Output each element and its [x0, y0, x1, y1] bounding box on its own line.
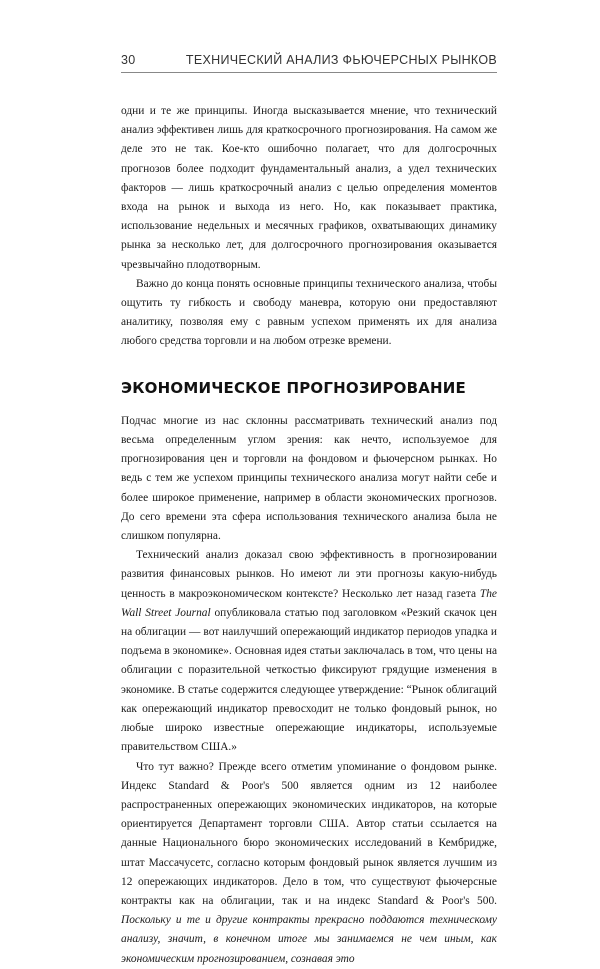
paragraph: [121, 758, 497, 969]
section-heading: ЭКОНОМИЧЕСКОЕ ПРОГНОЗИРОВАНИЕ: [121, 378, 466, 397]
paragraph-text: Что тут важно? Прежде всего отметим упоминание о фондовом рынке. Индекс Standard & Poor's 500 является одним из 12 наиболее распространенных опережающих экономических индикаторов, на которые ориентируется Департамент торговли США. Автор статьи ссылается на данные Национального бюро экономических исследований в Кембридже, штат Массачусетс, согласно которым фондовый рынок является лучшим из 12 опережающих индикаторов. Дело в том, что существуют фьючерсные контракты как на облигации, так и на индекс Standard & Poor's 500.: [121, 760, 497, 907]
paragraph: одни и те же принципы. Иногда высказывается мнение, что технический анализ эффективен лишь для краткосрочного прогнозирования. На самом же деле это не так. Кое-кто ошибочно полагает, что для долгосрочных прогнозов более подходит фундаментальный анализ, а удел технических факторов — лишь краткосрочный анализ с целью определения моментов входа на рынок и выхода из него. Но, как показывает практика, использование недельных и месячных графиков, охватывающих динамику рынка за несколько лет, для долгосрочного прогнозирования оказывается чрезвычайно плодотворным.: [121, 105, 497, 271]
page-number: 30: [121, 53, 136, 67]
paragraph-text: опубликовала статью под заголовком «Резкий скачок цен на облигации — вот наилучший опережающий индикатор периодов упадка и подъема в экономике». Основная идея статьи заключалась в том, что цены на облигации с поразительной четкостью фиксируют грядущие изменения в экономике. В статье содержится следующее утверждение: “Рынок облигаций как опережающий индикатор превосходит не только фондовый рынок, но любые широко известные опережающие индикаторы, используемые правительством США.»: [121, 606, 497, 754]
paragraph-text: Технический анализ доказал свою эффективность в прогнозировании развития финансовых рынков. Но имеют ли эти прогнозы какую-нибудь ценность в макроэкономическом контексте? Несколько лет назад газета: [121, 549, 497, 600]
paragraph: Важно до конца понять основные принципы технического анализа, чтобы ощутить ту гибкость и свободу маневра, которую они предоставляют аналитику, позволяя ему с равным успехом применять их для анализа любого средства торговли и на любом отрезке времени.: [121, 277, 497, 348]
running-title: ТЕХНИЧЕСКИЙ АНАЛИЗ ФЬЮЧЕРСНЫХ РЫНКОВ: [185, 53, 497, 67]
running-head: [121, 53, 497, 69]
paragraph: [121, 546, 497, 757]
newspaper-title: The Wall Street Journal: [121, 587, 497, 619]
paragraph: Подчас многие из нас склонны рассматривать технический анализ под весьма определенным углом зрения: как нечто, используемое для прогнозирования цен и торговли на фондовом и фьючерсном рынках. Но ведь с тем же успехом принципы технического анализа могут найти себе и более широкое применение, например в области экономических прогнозов. До сего времени эта сфера использования технического анализа была не слишком популярна.: [121, 414, 497, 543]
body-text: [121, 102, 497, 969]
header-rule: [121, 72, 497, 73]
emphasized-text: Поскольку и те и другие контракты прекрасно поддаются техническому анализу, значит, в конечном итоге мы занимаемся не чем иным, как экономическим прогнозированием, сознавая это: [121, 914, 497, 965]
